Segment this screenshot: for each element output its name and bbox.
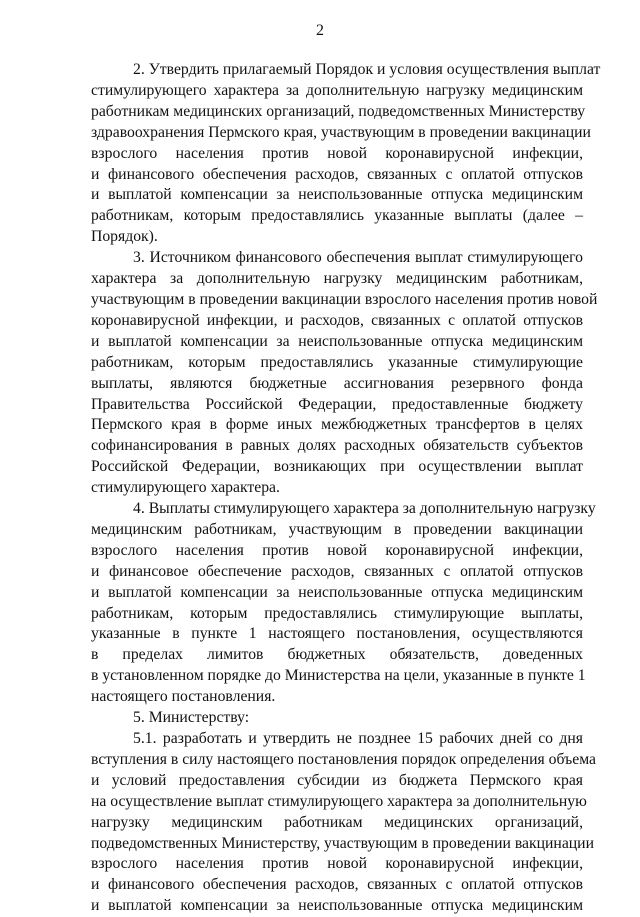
text-line: выплаты, являются бюджетные ассигнования резервного фонда <box>91 374 583 392</box>
text-line: Российской Федерации, возникающих при осуществлении выплат <box>91 458 583 476</box>
text-line: взрослого населения против новой коронавирусной инфекции, <box>91 144 583 162</box>
paragraph-p3 <box>91 248 598 499</box>
text-line: взрослого населения против новой коронавирусной инфекции, <box>91 855 583 873</box>
text-line: софинансирования в равных долях расходных обязательств субъектов <box>91 437 583 455</box>
text-line: 4. Выплаты стимулирующего характера за дополнительную нагрузку <box>133 500 596 518</box>
paragraph-p2 <box>91 60 601 248</box>
text-line: указанные в пункте 1 настоящего постановления, осуществляются <box>91 625 583 643</box>
text-line: и финансового обеспечения расходов, связанных с оплатой отпусков <box>91 165 583 183</box>
text-line: работникам медицинских организаций, подведомственных Министерству <box>91 102 586 120</box>
text-line: и финансового обеспечения расходов, связанных с оплатой отпусков <box>91 876 583 894</box>
text-line: здравоохранения Пермского края, участвующим в проведении вакцинации <box>91 123 591 141</box>
text-line: 3. Источником финансового обеспечения выплат стимулирующего <box>133 249 583 267</box>
text-line: Пермского края в форме иных межбюджетных трансфертов в целях <box>91 416 583 434</box>
text-line: и финансовое обеспечение расходов, связанных с оплатой отпусков <box>91 562 583 580</box>
text-line: настоящего постановления. <box>91 688 276 706</box>
text-line: нагрузку медицинским работникам медицинских организаций, <box>91 813 583 831</box>
text-line: 5. Министерству: <box>133 709 250 727</box>
text-line: в установленном порядке до Министерства на цели, указанные в пункте 1 <box>91 667 586 685</box>
text-line: участвующим в проведении вакцинации взрослого населения против новой <box>91 290 598 308</box>
text-line: 5.1. разработать и утвердить не позднее 15 рабочих дней со дня <box>133 730 583 747</box>
text-line: Правительства Российской Федерации, предоставленные бюджету <box>91 395 583 413</box>
text-line: Порядок). <box>91 228 158 246</box>
text-line: медицинским работникам, участвующим в проведении вакцинации <box>91 520 583 538</box>
text-line: и условий предоставления субсидии из бюджета Пермского края <box>91 771 583 789</box>
paragraph-p5 <box>91 708 583 729</box>
paragraph-p4 <box>91 499 596 708</box>
page-number: 2 <box>316 22 324 39</box>
text-line: работникам, которым предоставлялись указанные выплаты (далее – <box>91 207 583 225</box>
text-line: и выплатой компенсации за неиспользованные отпуска медицинским <box>91 332 583 350</box>
text-line: и выплатой компенсации за неиспользованные отпуска медицинским <box>91 897 583 915</box>
text-line: на осуществление выплат стимулирующего характера за дополнительную <box>91 792 587 810</box>
text-line: 2. Утвердить прилагаемый Порядок и условия осуществления выплат <box>133 61 601 78</box>
text-line: и выплатой компенсации за неиспользованные отпуска медицинским <box>91 583 583 601</box>
text-line: стимулирующего характера. <box>91 479 280 497</box>
text-line: работникам, которым предоставлялись указанные стимулирующие <box>91 353 583 371</box>
paragraph-p5-1 <box>91 729 596 917</box>
text-line: характера за дополнительную нагрузку медицинским работникам, <box>91 270 583 288</box>
text-line: подведомственных Министерству, участвующим в проведении вакцинации <box>91 834 594 852</box>
text-line: в пределах лимитов бюджетных обязательств, доведенных <box>91 646 583 664</box>
text-line: коронавирусной инфекции, и расходов, связанных с оплатой отпусков <box>91 311 583 329</box>
text-line: вступления в силу настоящего постановления порядок определения объема <box>91 750 596 768</box>
text-line: и выплатой компенсации за неиспользованные отпуска медицинским <box>91 186 583 204</box>
document-body <box>91 60 601 917</box>
text-line: взрослого населения против новой коронавирусной инфекции, <box>91 541 583 559</box>
text-line: стимулирующего характера за дополнительную нагрузку медицинским <box>91 81 583 99</box>
text-line: работникам, которым предоставлялись стимулирующие выплаты, <box>91 604 583 622</box>
